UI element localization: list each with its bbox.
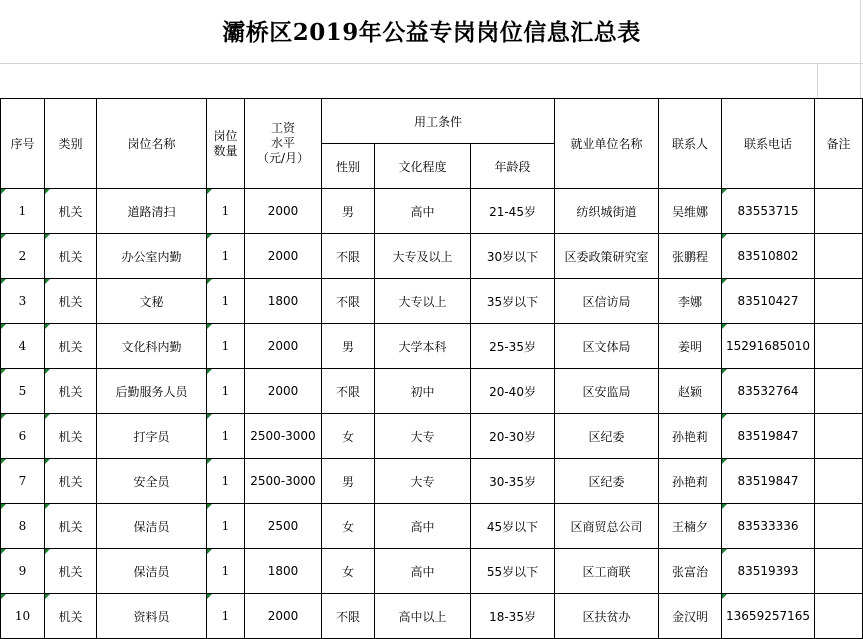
- cell-position: 文秘: [97, 279, 207, 324]
- cell-wage: 2500-3000: [245, 414, 322, 459]
- gridline: [0, 63, 863, 64]
- cell-category: 机关: [45, 504, 97, 549]
- cell-seq: 4: [1, 324, 45, 369]
- cell-category: 机关: [45, 189, 97, 234]
- cell-employer: 区扶贫办: [555, 594, 659, 639]
- cell-wage: 2500-3000: [245, 459, 322, 504]
- cell-category: 机关: [45, 234, 97, 279]
- cell-remark: [815, 414, 863, 459]
- cell-education: 初中: [375, 369, 471, 414]
- header-position: 岗位名称: [97, 99, 207, 189]
- cell-contact: 姜明: [659, 324, 722, 369]
- cell-count: 1: [207, 324, 245, 369]
- cell-category: 机关: [45, 369, 97, 414]
- cell-phone: 13659257165: [722, 594, 815, 639]
- cell-gender: 男: [322, 459, 375, 504]
- cell-gender: 男: [322, 324, 375, 369]
- cell-remark: [815, 549, 863, 594]
- header-count-line1: 岗位: [213, 128, 238, 143]
- header-count: [207, 99, 245, 189]
- header-category: 类别: [45, 99, 97, 189]
- cell-contact: 张富治: [659, 549, 722, 594]
- table-row: [1, 324, 863, 369]
- table-row: [1, 189, 863, 234]
- cell-employer: 区纪委: [555, 459, 659, 504]
- cell-age: 20-40岁: [471, 369, 555, 414]
- cell-position: 保洁员: [97, 504, 207, 549]
- cell-remark: [815, 324, 863, 369]
- cell-seq: 5: [1, 369, 45, 414]
- cell-age: 20-30岁: [471, 414, 555, 459]
- positions-table: [0, 98, 863, 639]
- table-row: [1, 279, 863, 324]
- cell-seq: 3: [1, 279, 45, 324]
- cell-age: 25-35岁: [471, 324, 555, 369]
- cell-category: 机关: [45, 324, 97, 369]
- table-row: [1, 369, 863, 414]
- cell-category: 机关: [45, 414, 97, 459]
- header-gender: 性别: [322, 144, 375, 189]
- cell-gender: 男: [322, 189, 375, 234]
- cell-remark: [815, 504, 863, 549]
- table-row: [1, 414, 863, 459]
- header-wage: [245, 99, 322, 189]
- header-age: 年龄段: [471, 144, 555, 189]
- cell-employer: 区信访局: [555, 279, 659, 324]
- cell-age: 21-45岁: [471, 189, 555, 234]
- cell-remark: [815, 279, 863, 324]
- cell-contact: 孙艳莉: [659, 414, 722, 459]
- cell-contact: 王楠夕: [659, 504, 722, 549]
- cell-phone: 83519393: [722, 549, 815, 594]
- header-contact: 联系人: [659, 99, 722, 189]
- cell-category: 机关: [45, 594, 97, 639]
- cell-gender: 不限: [322, 234, 375, 279]
- cell-phone: 83532764: [722, 369, 815, 414]
- cell-employer: 区工商联: [555, 549, 659, 594]
- cell-seq: 10: [1, 594, 45, 639]
- header-phone: 联系电话: [722, 99, 815, 189]
- header-row: [1, 99, 863, 144]
- cell-wage: 1800: [245, 549, 322, 594]
- header-employer: 就业单位名称: [555, 99, 659, 189]
- cell-seq: 6: [1, 414, 45, 459]
- cell-seq: 2: [1, 234, 45, 279]
- cell-seq: 1: [1, 189, 45, 234]
- cell-employer: 区商贸总公司: [555, 504, 659, 549]
- cell-gender: 女: [322, 504, 375, 549]
- cell-seq: 7: [1, 459, 45, 504]
- cell-category: 机关: [45, 549, 97, 594]
- cell-phone: 15291685010: [722, 324, 815, 369]
- cell-count: 1: [207, 414, 245, 459]
- cell-age: 18-35岁: [471, 594, 555, 639]
- cell-wage: 2500: [245, 504, 322, 549]
- cell-remark: [815, 459, 863, 504]
- cell-phone: 83519847: [722, 414, 815, 459]
- cell-education: 大专以上: [375, 279, 471, 324]
- cell-education: 高中: [375, 189, 471, 234]
- cell-wage: 2000: [245, 234, 322, 279]
- header-wage-line3: （元/月）: [256, 151, 310, 165]
- cell-contact: 吴维娜: [659, 189, 722, 234]
- cell-position: 保洁员: [97, 549, 207, 594]
- cell-wage: 2000: [245, 189, 322, 234]
- cell-count: 1: [207, 594, 245, 639]
- table-row: [1, 549, 863, 594]
- cell-seq: 8: [1, 504, 45, 549]
- cell-wage: 1800: [245, 279, 322, 324]
- cell-gender: 女: [322, 414, 375, 459]
- cell-remark: [815, 369, 863, 414]
- cell-employer: 区纪委: [555, 414, 659, 459]
- cell-gender: 不限: [322, 369, 375, 414]
- cell-education: 大专: [375, 414, 471, 459]
- cell-position: 道路清扫: [97, 189, 207, 234]
- table-row: [1, 594, 863, 639]
- cell-count: 1: [207, 549, 245, 594]
- cell-phone: 83553715: [722, 189, 815, 234]
- cell-contact: 李娜: [659, 279, 722, 324]
- cell-count: 1: [207, 504, 245, 549]
- cell-position: 资料员: [97, 594, 207, 639]
- cell-position: 文化科内勤: [97, 324, 207, 369]
- cell-gender: 不限: [322, 279, 375, 324]
- cell-education: 大学本科: [375, 324, 471, 369]
- cell-age: 35岁以下: [471, 279, 555, 324]
- cell-contact: 孙艳莉: [659, 459, 722, 504]
- cell-category: 机关: [45, 459, 97, 504]
- cell-wage: 2000: [245, 324, 322, 369]
- cell-employer: 区委政策研究室: [555, 234, 659, 279]
- gridline: [817, 63, 818, 98]
- cell-contact: 张鹏程: [659, 234, 722, 279]
- cell-position: 办公室内勤: [97, 234, 207, 279]
- cell-employer: 纺织城街道: [555, 189, 659, 234]
- header-count-line2: 数量: [213, 143, 238, 158]
- cell-wage: 2000: [245, 594, 322, 639]
- cell-phone: 83510802: [722, 234, 815, 279]
- cell-phone: 83519847: [722, 459, 815, 504]
- cell-count: 1: [207, 459, 245, 504]
- cell-phone: 83533336: [722, 504, 815, 549]
- cell-education: 高中: [375, 549, 471, 594]
- cell-age: 30岁以下: [471, 234, 555, 279]
- cell-employer: 区文体局: [555, 324, 659, 369]
- header-education: 文化程度: [375, 144, 471, 189]
- cell-education: 大专: [375, 459, 471, 504]
- table-row: [1, 234, 863, 279]
- cell-position: 安全员: [97, 459, 207, 504]
- cell-count: 1: [207, 189, 245, 234]
- header-remark: 备注: [815, 99, 863, 189]
- cell-position: 后勤服务人员: [97, 369, 207, 414]
- cell-contact: 赵颖: [659, 369, 722, 414]
- cell-count: 1: [207, 279, 245, 324]
- table-row: [1, 504, 863, 549]
- table-row: [1, 459, 863, 504]
- header-wage-line2: 水平: [270, 136, 295, 150]
- header-wage-line1: 工资: [270, 121, 295, 135]
- cell-age: 55岁以下: [471, 549, 555, 594]
- cell-contact: 金汉明: [659, 594, 722, 639]
- cell-education: 高中以上: [375, 594, 471, 639]
- cell-phone: 83510427: [722, 279, 815, 324]
- cell-remark: [815, 234, 863, 279]
- cell-education: 高中: [375, 504, 471, 549]
- cell-position: 打字员: [97, 414, 207, 459]
- cell-gender: 女: [322, 549, 375, 594]
- cell-education: 大专及以上: [375, 234, 471, 279]
- cell-category: 机关: [45, 279, 97, 324]
- cell-remark: [815, 189, 863, 234]
- cell-wage: 2000: [245, 369, 322, 414]
- cell-age: 45岁以下: [471, 504, 555, 549]
- cell-seq: 9: [1, 549, 45, 594]
- header-seq: 序号: [1, 99, 45, 189]
- page-title: 灞桥区2019年公益专岗岗位信息汇总表: [222, 19, 641, 46]
- cell-count: 1: [207, 234, 245, 279]
- cell-remark: [815, 594, 863, 639]
- header-conditions: 用工条件: [322, 99, 555, 144]
- cell-employer: 区安监局: [555, 369, 659, 414]
- cell-gender: 不限: [322, 594, 375, 639]
- cell-count: 1: [207, 369, 245, 414]
- cell-age: 30-35岁: [471, 459, 555, 504]
